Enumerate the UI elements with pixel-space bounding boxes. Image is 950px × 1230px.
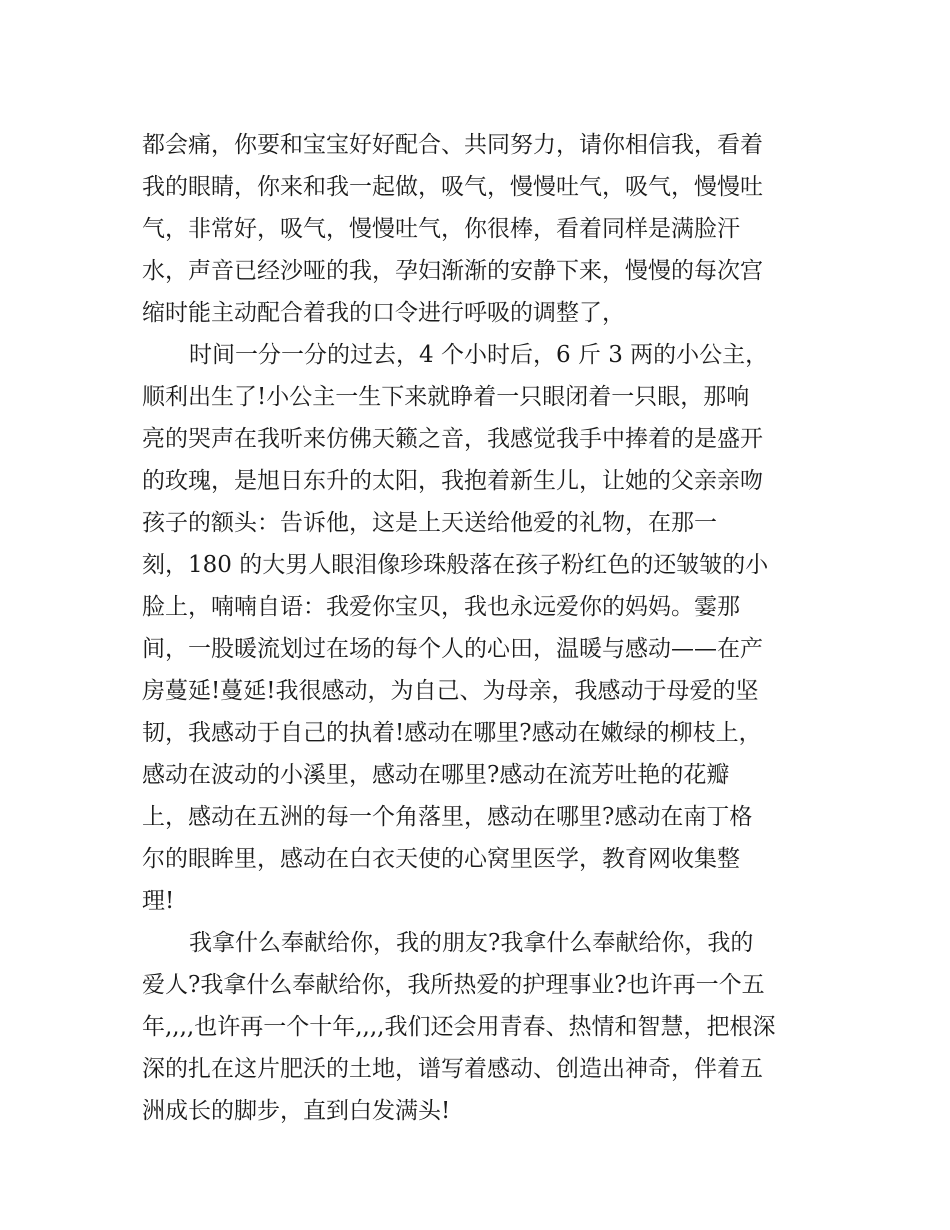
text-line: 我的眼睛，你来和我一起做，吸气，慢慢吐气，吸气，慢慢吐 [142, 174, 763, 200]
text-line: 时间一分一分的过去，4 个小时后，6 斤 3 两的小公主， [189, 342, 769, 368]
text-line: 洲成长的脚步，直到白发满头! [142, 1098, 451, 1124]
text-line: 气，非常好，吸气，慢慢吐气，你很棒，看着同样是满脸汗 [142, 216, 740, 242]
text-line: 刻，180 的大男人眼泪像珍珠般落在孩子粉红色的还皱皱的小 [142, 552, 769, 578]
text-line: 上，感动在五洲的每一个角落里，感动在哪里?感动在南丁格 [142, 804, 753, 830]
paragraph-3 [142, 922, 814, 1132]
text-line: 的玫瑰，是旭日东升的太阳，我抱着新生儿，让她的父亲亲吻 [142, 468, 763, 494]
paragraph-2 [142, 334, 814, 922]
text-line: 缩时能主动配合着我的口令进行呼吸的调整了， [142, 300, 625, 326]
text-line: 间，一股暖流划过在场的每个人的心田，温暖与感动——在产 [142, 636, 763, 662]
text-line: 感动在波动的小溪里，感动在哪里?感动在流芳吐艳的花瓣 [142, 762, 730, 788]
paragraph-1 [142, 124, 814, 334]
text-line: 水，声音已经沙哑的我，孕妇渐渐的安静下来，慢慢的每次宫 [142, 258, 763, 284]
text-line: 尔的眼眸里，感动在白衣天使的心窝里医学，教育网收集整 [142, 846, 740, 872]
text-line: 年,,,,也许再一个十年,,,,我们还会用青春、热情和智慧，把根深 [142, 1014, 776, 1040]
text-line: 顺利出生了!小公主一生下来就睁着一只眼闭着一只眼，那响 [142, 384, 750, 410]
document-body [142, 124, 814, 1132]
text-line: 孩子的额头：告诉他，这是上天送给他爱的礼物，在那一 [142, 510, 717, 536]
text-line: 韧，我感动于自己的执着!感动在哪里?感动在嫩绿的柳枝上， [142, 720, 762, 746]
text-line: 都会痛，你要和宝宝好好配合、共同努力，请你相信我，看着 [142, 132, 763, 158]
text-line: 深的扎在这片肥沃的土地，谱写着感动、创造出神奇，伴着五 [142, 1056, 763, 1082]
text-line: 我拿什么奉献给你，我的朋友?我拿什么奉献给你，我的 [189, 930, 754, 956]
text-line: 理! [142, 888, 175, 914]
text-line: 脸上，喃喃自语：我爱你宝贝，我也永远爱你的妈妈。霎那 [142, 594, 740, 620]
text-line: 房蔓延!蔓延!我很感动，为自己、为母亲，我感动于母爱的坚 [142, 678, 759, 704]
text-line: 爱人?我拿什么奉献给你，我所热爱的护理事业?也许再一个五 [142, 972, 765, 998]
text-line: 亮的哭声在我听来仿佛天籁之音，我感觉我手中捧着的是盛开 [142, 426, 763, 452]
